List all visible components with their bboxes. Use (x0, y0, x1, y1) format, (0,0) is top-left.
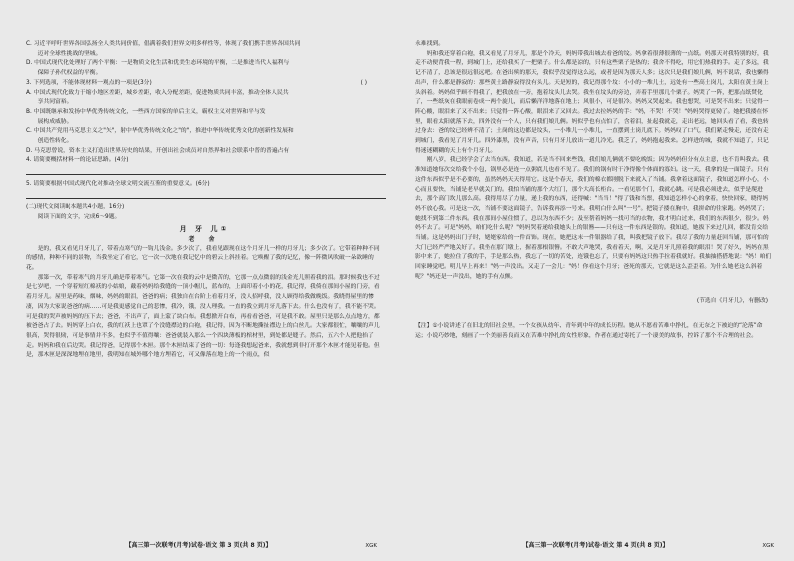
footnote: 【注】①小说讲述了在旧北的旧社会里，一个女孩从幼年、青年到中年的成长历程。她从不愿看苦难中挣扎，在无奈之下被迫的“沦落”命运；小说巧妙地，刻画了一个美丽善良而又在苦难中挣扎的女性形象，作者在通过寄托了一个凄美的故事，控诉了那个不合理的社会。 (415, 323, 763, 339)
option-d: D. 中国式现代化处理好了两个平衡：一是物质文化生活和优美生态环境的平衡，二是推进当代人福利与 (26, 60, 290, 67)
footer-code: XGK (762, 543, 774, 549)
q3-option-c: C. 中国共产党用马克思主义之"矢"，射中华优秀传统文化之"的"，推进中华传统优秀文化的创新性发展和 (26, 128, 294, 135)
option-c-cont: 迈对全球性挑战的坚城。 (37, 50, 102, 57)
answer-line-q5 (26, 190, 386, 199)
q3-option-a-cont: 享共同富裕。 (37, 99, 73, 106)
instruction: 阅读下面的文字，完成6～9题。 (37, 213, 121, 220)
q3-option-d: D. 马克思曾说，资本主义打造出世界历史的结果，开创出社会成员对自然界和社会联系中普的普遍占有 (26, 147, 290, 154)
page-footer (397, 541, 794, 551)
question-5: 5. 请简要根据中国式现代化对推动全球文明交流互鉴的重要意义。(6分) (26, 180, 210, 187)
answer-paren: ( ) (360, 79, 367, 86)
source-note: (节选自《月牙儿》，有删改) (696, 297, 768, 304)
story-paragraph: 是的，我又看见月牙儿了，带着点寒气的一钩儿浅金。多少次了，我看见跟现在这个月牙儿一样的月牙儿；多少次了。它带着种种不同的感情，种种不同的景物，当我坐定了看它，它一次一次地在我记忆中的碧云上斜挂着。它唤醒了我的记忆，像一阵微风吹破一朵欲睡的花。 (26, 245, 380, 272)
question-4: 4. 请简要概括材料一的论证思路。(4分) (26, 157, 129, 164)
section-heading: (二)现代文阅读Ⅱ(本题共4小题，16分) (26, 204, 125, 211)
footer-code: XGK (365, 543, 377, 549)
q3-option-b-cont: 展构成威胁。 (37, 118, 73, 125)
option-d-cont: 保障子孙代权益的平衡。 (37, 70, 102, 77)
page-footer (0, 541, 397, 551)
story-title: 月 牙 儿① (179, 224, 230, 233)
story-paragraph: 永难找到。 (415, 41, 444, 47)
footer-text: 【高三第一次联考(月考)试卷·语文 第 3 页(共 8 页)】 (125, 542, 272, 549)
q3-option-c-cont: 创造性转化。 (37, 138, 73, 145)
answer-line-q4 (26, 166, 386, 175)
option-c: C. 习近平呼吁世界各国弘扬全人类共同价值，倡满着我们世界文明多样性等，体现了我们携手世界各国共同 (26, 41, 301, 47)
story-paragraph: 刚八岁，我已经学会了去当东西。我知道，若是当不回来些钱，我们娘儿俩就不要吃晚饭；因为妈妈但分有点主意，也不肯叫我去。我准知道她每次交给我个小包，锅里必是连一点粥底儿也看不见了。我们的锅有时干净得像个体面的寡妇。这一天，我拿的是一面镜子。只有这件东西似乎是不必要的，虽然妈妈天天得用它。这是个春天，我们的棉衣都刚脱下来就入了当铺。我拿着这面镜子，我知道怎样小心，小心而且要快，当铺是老早就关门的。我怕当铺的那个大红门，那个大高长柜台。一看见那个门，我就心跳。可是我必须进去，似乎是爬进去，那个高门坎儿那么高。我得用尽了力量，递上我的东西，还得喊："当当！"得了钱和当票，我知道怎样小心的拿着，快快回家，晓得妈妈不放心我。可是这一次，当铺不要这面镜子，告诉我再添一号来。我明白什么叫"一号"。把镜子搂在胸中，我拼命的往家跑。妈妈哭了；她找不到第二件东西。我在那间小屋住惯了，总以为东西不少；及至帮着妈妈一找可当的衣物，我才明白过来，我们的东西很少，很少。妈妈不去了。可是"妈妈，咱们吃什么呢？"妈妈哭着递给我她头上的银簪——只有这一件东西是银的。我知道，她拔下来过几回，都没肯交给当铺。这是妈妈出门子时，姥姥家给的一件首饰。现在，她把这末一件银器给了我，叫我把镜子放下。我尽了我的力量赶回当铺，那可怕的大门已经严严地关好了。我坐在那门墩上，握着那根银簪。不敢大声地哭，我看着天，啊，又是月牙儿照着我的眼泪！哭了好久，妈妈在黑影中来了，她拉住了我的手，手是那么热，我忘了一切的苦处，连饿也忘了，只要有妈妈这只热手拉着我就好。我抽抽搭搭地说："妈！咱们回家睡觉吧。明儿早上再来！"妈一声没出。又走了一会儿："妈！你看这个月牙；爸死的那天，它就是这么歪歪着。为什么她老这么斜着呢？"妈还是一声没出，她的手有点颤。 (415, 157, 772, 280)
q3-option-a: A. 中国式现代化致力于缩小地区差距，城乡差距，收入分配差距，促进物质共同丰富，推动全体人民共 (26, 89, 289, 96)
story-paragraph: 妈和我还穿着白袍，我又看见了月牙儿，那是个冷天，妈妈带我出城去看爸的坟。妈拿着很薄很薄的一点纸。妈那天对我特别的好，我走不动便背我一程，到城门上，还给我买了一把栗子。什么都是凉的，只有这些栗子是热的；我舍不得吃，用它们热我的手。走了多远，我记不清了，总该是很远很远吧。在爸出殡的那天，我似乎没觉得这么远，或者是因为那天人多；这次只是我们娘儿俩，妈不说话，我也懒得出声，什么都是静寂的：那些黄土路静寂得没有头儿。天是短的，我记得那个坟：小小的一堆儿土，远处有一些高土岗儿，太阳在黄土岗上头斜着。妈妈似乎顾不得我了，把我放在一旁，抱着坟头儿去哭。我坐在坟头的旁边，弄着手里那几个栗子。妈哭了一阵，把那点纸焚化了，一些纸灰在我眼前卷成一两个旋儿，而后懒洋洋地落在地上；风很小，可是很冷。妈妈又哭起来。我也想哭，可是哭不出来；只觉得一阵心酸，眼泪来了又不出来；只觉得一阵心酸，眼泪来了又回去。我过去拉妈妈的手："妈，不哭！不哭！"妈妈哭得更恸了。她把我搂在怀里，眼看太阳就落下去，四外没有一个人，只有我们娘儿俩。妈似乎也有点怕了，含着泪，扯起我就走，走出老远，她回头看了看，我也转过身去：爸的坟已经辨不清了；土岗的这边都是坟头，一小堆儿一小堆儿，一直摆到土岗儿底下。妈妈叹了口气，我们紧走慢走，还没有走到城门，我看见了月牙儿。四外漆黑，没有声音，只有月牙儿放出一道儿冷光。我乏了，妈妈抱起我来。怎样进的城，我就不知道了，只记得迷迷糊糊的天上有个月牙儿。 (415, 50, 769, 154)
answer-line (26, 166, 383, 180)
story-author: 老 舍 (188, 235, 221, 243)
story-paragraph: 那第一次，带着寒气的月牙儿确是带着寒气。它第一次在我的云中是微苦的，它那一点点微弱的浅金光儿照着我的泪。那时候我也不过是七岁吧，一个穿着短红棉袄的小姑娘，戴着妈妈给我缝的一顶小帽儿，蓝布的，上面印着小小的花，我记得，我倚在那间小屋的门旁，看着月牙儿。屋里是药味，烟味，妈妈的眼泪，爸爸的病；我独自在台阶上看着月牙，没人招呼我，没人顾得给我做晚饭。我晓得屋里的惨凄，因为大家说爸爸的病……可是我更感觉自己的悲惨，我冷，饿，没人理我。一直的我立到月牙儿落下去。什么也没有了，我不能不哭。可是我的哭声被妈妈的压下去；爸爸，不出声了，面上蒙了块白布。我想掀开白布，再看看爸爸，可是我不敢。屋里只是那么点点地方，都被爸爸占了去。妈妈穿上白衣，我的红袄上也罩了个没缝襟边的白袍，我记得，因为不断地撕扯襟边上的白丝儿。大家都很忙，嚷嚷的声儿很高，哭得很恸，可是事情并不多，也似乎不值得嚷：爸爸就装入那么一个四块薄板的棺材里，到处都是缝子。然后，五六个人把他抬了走。妈妈和我在后边哭。我记得爸，记得那个木匣。那个木匣结束了爸的一切：每逢我想起爸来，我就想到非打开那个木匣才能见着他。但是，那木匣是深深地埋在地里，我明知在城外哪个地方埋着它，可又像落在地上的一个雨点，似 (26, 274, 380, 359)
footer-text: 【高三第一次联考(月考)试卷·语文 第 4 页(共 8 页)】 (522, 542, 669, 549)
page-4 (397, 0, 794, 561)
question-3 (26, 79, 383, 89)
q3-option-b: B. 中国既继承和发扬中华优秀传统文化，一些西方国家的单后主义，霸权主义对世界和平与发 (26, 108, 266, 115)
question-3-text: 3. 下列选项，不能体现材料一观点的一项是(3分) (26, 79, 152, 86)
answer-line (26, 190, 383, 204)
